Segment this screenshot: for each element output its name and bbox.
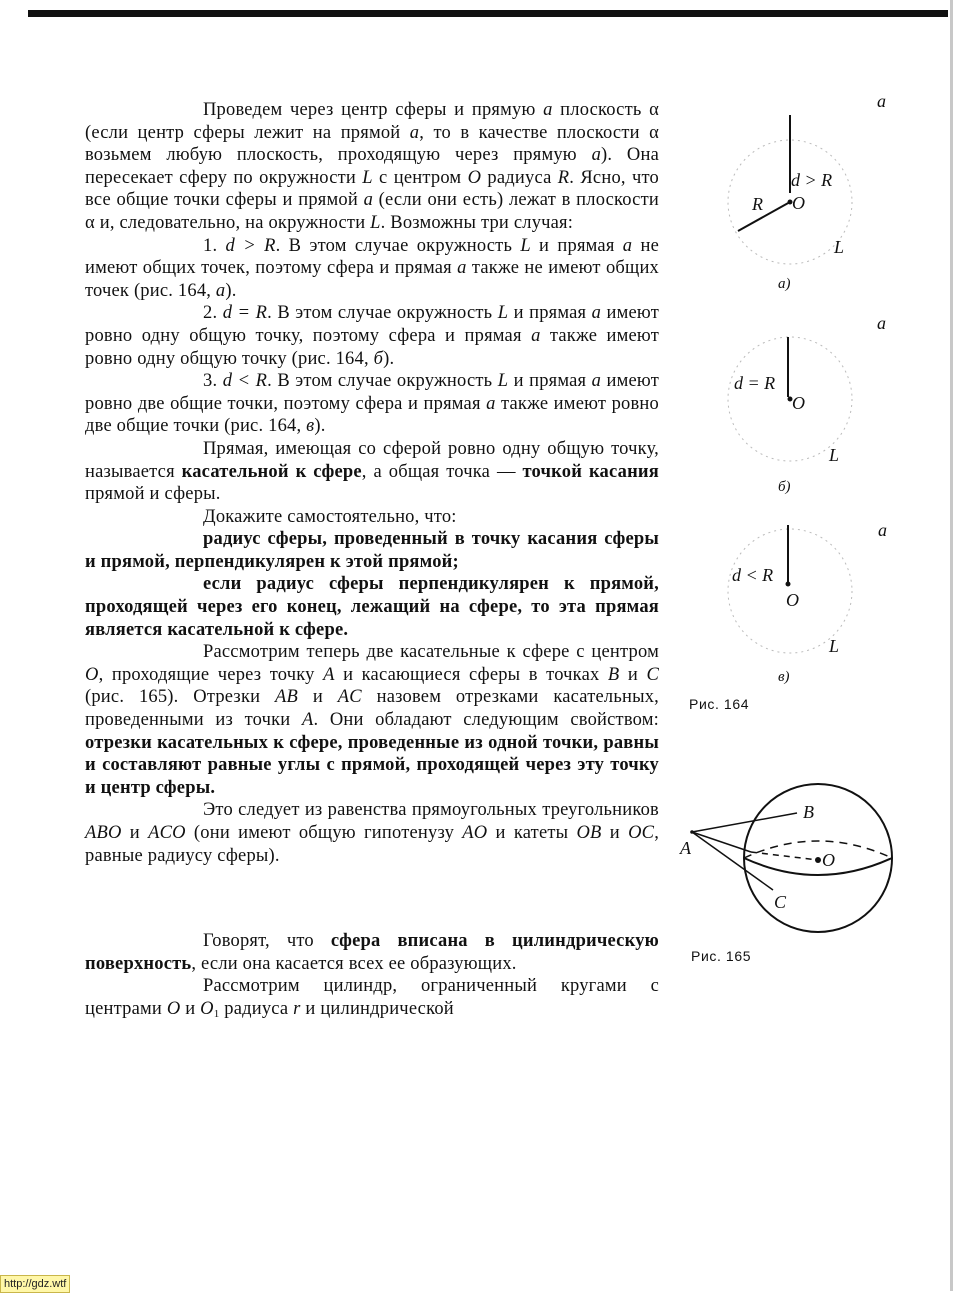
sublabel-case-a: а) xyxy=(778,276,791,292)
sublabel-case-b: б) xyxy=(778,479,791,495)
paragraph-cylinder: Рассмотрим цилиндр, ограниченный кругами с центрами O и $O_1$ радиуса r и цилиндрической xyxy=(85,976,659,1020)
label-o-fig165: O xyxy=(822,850,835,870)
center-point-o xyxy=(815,857,821,863)
label-a-case-b: a xyxy=(877,313,886,333)
figure-165-caption: Рис. 165 xyxy=(691,948,752,964)
property-radius-perpendicular: радиус сферы, проведенный в точку касания сферы и прямой, перпендикулярен к этой прямой; xyxy=(85,529,659,572)
tangent-ab xyxy=(692,813,797,832)
label-o-case-a: O xyxy=(792,193,805,213)
figure-165 xyxy=(675,780,905,940)
section-gap xyxy=(85,867,659,930)
paragraph-case-1: 1. d > R. В этом случае окружность L и прямая a не имеют общих точек, поэтому сфера и прямая a также не имеют общих точек (рис. 164, а). xyxy=(85,235,660,301)
relation-case-c: d < R xyxy=(732,565,774,585)
label-l-case-a: L xyxy=(834,237,845,257)
paragraph-case-3: 3. d < R. В этом случае окружность L и прямая a имеют ровно две общие точки, поэтому сфера и прямая a также имеют ровно две общие точки (рис. 164, в). xyxy=(85,371,659,437)
relation-case-b: d = R xyxy=(734,373,776,393)
label-l-case-c: L xyxy=(829,636,840,656)
relation-case-a: d > R xyxy=(791,170,833,190)
main-text xyxy=(85,99,659,1021)
label-a-fig165: A xyxy=(680,838,691,858)
top-rule xyxy=(28,10,948,17)
paragraph-tangent-definition: Прямая, имеющая со сферой ровно одну общую точку, называется касательной к сфере, а общая точка — точкой касания прямой и сферы. xyxy=(85,438,659,505)
tangent-ac xyxy=(692,832,773,890)
figure-164-caption: Рис. 164 xyxy=(689,696,750,712)
case-a-diagram xyxy=(728,91,886,292)
equator-back xyxy=(744,841,892,858)
label-o-case-c: O xyxy=(786,590,799,610)
paragraph-plane-section: Проведем через центр сферы и прямую a плоскость α (если центр сферы лежит на прямой a, то в качестве плоскости α возьмем любую плоскость, проходящую через прямую a). Она пересекает сферу по окружности L с центром O радиуса R. Ясно, что все общие точки сферы и прямой a (если они есть) лежат в плоскости α и, следовательно, на окружности L. Возможны три случая: xyxy=(85,100,660,233)
label-l-case-b: L xyxy=(829,445,840,465)
label-r-case-a: R xyxy=(752,194,763,214)
label-c-fig165: C xyxy=(774,892,787,912)
label-b-fig165: B xyxy=(803,802,814,822)
figure-164 xyxy=(690,85,920,725)
paragraph-prove-intro: Докажите самостоятельно, что: xyxy=(203,506,457,527)
paragraph-two-tangents: Рассмотрим теперь две касательные к сфере с центром O, проходящие через точку A и касающиеся сферы в точках B и C (рис. 165). Отрезки AB и AC назовем отрезками касательных, проведенными из точки A. Они обладают следующим свойством: отрезки касательных к сфере, проведенные из одной точки, равны и составляют равные углы с прямой, проходящей через эту точку и центр сферы. xyxy=(85,642,659,798)
point-a xyxy=(690,830,694,834)
label-a-case-a: a xyxy=(877,91,886,111)
page-edge xyxy=(950,0,953,1291)
case-b-diagram xyxy=(728,313,886,495)
sublabel-case-c: в) xyxy=(778,669,790,685)
segment-ao-front xyxy=(692,832,751,852)
property-tangent-criterion: если радиус сферы перпендикулярен к прямой, проходящей через его конец, лежащий на сфере, то эта прямая является касательной к сфере. xyxy=(85,574,659,640)
case-c-diagram xyxy=(728,520,887,685)
watermark-link[interactable]: http://gdz.wtf xyxy=(0,1275,70,1293)
point-on-line-case-c xyxy=(786,582,791,587)
label-o-case-b: O xyxy=(792,393,805,413)
radius-r-case-a xyxy=(738,202,790,231)
paragraph-proof-note: Это следует из равенства прямоугольных треугольников ABO и ACO (они имеют общую гипотенузу AO и катеты OB и OC, равные радиусу сферы). xyxy=(85,800,660,866)
paragraph-case-2: 2. d = R. В этом случае окружность L и прямая a имеют ровно одну общую точку, поэтому сфера и прямая a также имеют ровно одну общую точку (рис. 164, б). xyxy=(85,303,659,369)
label-a-case-c: a xyxy=(878,520,887,540)
paragraph-inscribed-sphere: Говорят, что сфера вписана в цилиндрическую поверхность, если она касается всех ее образующих. xyxy=(85,931,659,974)
segment-ao-hidden xyxy=(751,852,818,860)
